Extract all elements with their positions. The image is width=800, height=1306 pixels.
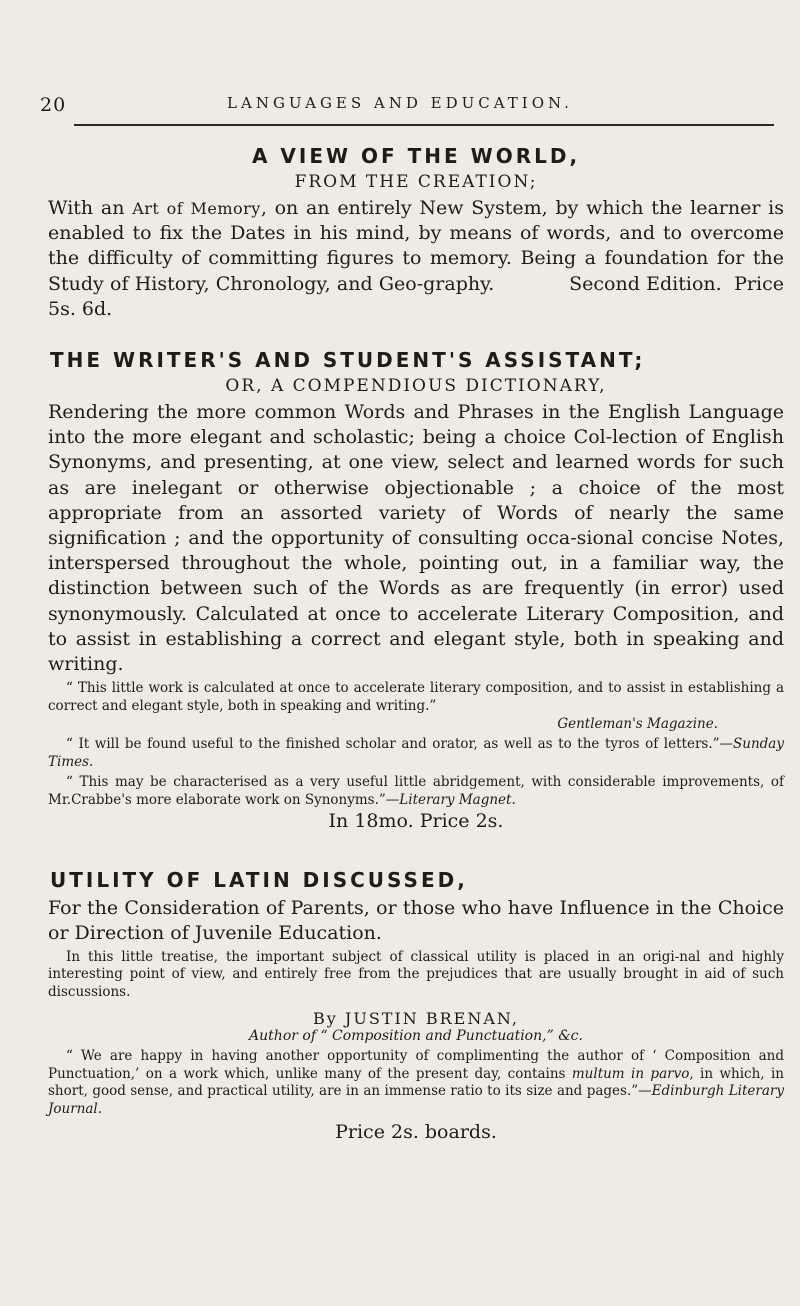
review-source: Sunday Times. [48, 736, 784, 771]
advertisement-utility-of-latin [48, 868, 784, 1145]
page-number: 20 [40, 94, 67, 116]
review-text: “ We are happy in having another opportunity of complimenting the author of ‘ Composition and Punctuation,’ on a work which, unlike many of the present day, contains [48, 1048, 784, 1082]
header-rule [74, 124, 774, 126]
author-byline: By JUSTIN BRENAN, [313, 1009, 519, 1029]
review-text: “ It will be found useful to the finished scholar and orator, as well as to the tyros of letters.”— [66, 736, 734, 753]
ad-body-smallcaps: Art of Memory [132, 199, 261, 218]
review-text: “ This may be characterised as a very useful little abridgement, with considerable improvements, of Mr.Crabbe's more elaborate work on Synonyms.”— [48, 774, 784, 809]
ad-body-lead: With an [48, 197, 133, 219]
ad-title: A VIEW OF THE WORLD, [251, 144, 581, 168]
ad-subtitle: OR, A COMPENDIOUS DICTIONARY, [225, 376, 607, 397]
page-content [48, 144, 784, 1145]
advertisement-view-of-the-world [48, 144, 784, 322]
format-and-price: In 18mo. Price 2s. [328, 810, 504, 833]
review-italic-phrase: multum in parvo [571, 1065, 690, 1082]
advertisement-writers-assistant [48, 348, 784, 834]
ad-body-rest: , on an entirely New System, by which the learner is enabled to fix the Dates in his mind, by means of words, and to overcome the difficulty of committing figures to memory. Being a foundation for the Study of History, Chronology, and Geo-graphy. [48, 197, 784, 295]
ad-edition: Second Edition. [569, 272, 722, 295]
review-source: Literary Magnet. [399, 792, 516, 809]
ad-subtitle: FROM THE CREATION; [294, 172, 538, 192]
review-source: Edinburgh Literary Journal. [48, 1083, 784, 1117]
review-source: Gentleman's Magazine. [557, 716, 718, 733]
ad-body: Rendering the more common Words and Phrases in the English Language into the more elegant and scholastic; being a choice Col-lection of English Synonyms, and presenting, at one view, select and learned words for such as are inelegant or otherwise objectionable ; a choice of the most appropriate from an assorted variety of Words of nearly the same signification ; and the opportunity of consulting occa-sional concise Notes, interspersed throughout the whole, pointing out, in a familiar way, the distinction between such of the Words as are frequently (in error) used synonymously. Calculated at once to accelerate Literary Composition, and to assist in establishing a correct and elegant style, both in speaking and writing. [48, 401, 784, 676]
ad-body [48, 196, 784, 322]
ad-price: Price 5s. 6d. [48, 272, 784, 320]
running-head: LANGUAGES AND EDUCATION. [227, 94, 573, 112]
review-quote [48, 735, 784, 771]
review-quote [48, 773, 784, 809]
ad-body: For the Consideration of Parents, or those who have Influence in the Choice or Direction of Juvenile Education. [48, 897, 784, 945]
review-text-rest: , in which, in short, good sense, and practical utility, are in an immense ratio to its size and pages.”— [48, 1065, 784, 1100]
price: Price 2s. boards. [335, 1121, 497, 1144]
author-credits: Author of “ Composition and Punctuation,” &c. [249, 1028, 583, 1045]
review-quote [48, 1048, 784, 1118]
ad-title: UTILITY OF LATIN DISCUSSED, [50, 868, 468, 893]
review-quote: “ This little work is calculated at once to accelerate literary composition, and to assist in establishing a correct and elegant style, both in speaking and writing.” [48, 680, 784, 715]
ad-title: THE WRITER'S AND STUDENT'S ASSISTANT; [50, 348, 646, 373]
ad-note: In this little treatise, the important subject of classical utility is placed in an origi-nal and highly interesting point of view, and entirely free from the prejudices that are usually brought in aid of such discussions. [48, 948, 784, 1000]
